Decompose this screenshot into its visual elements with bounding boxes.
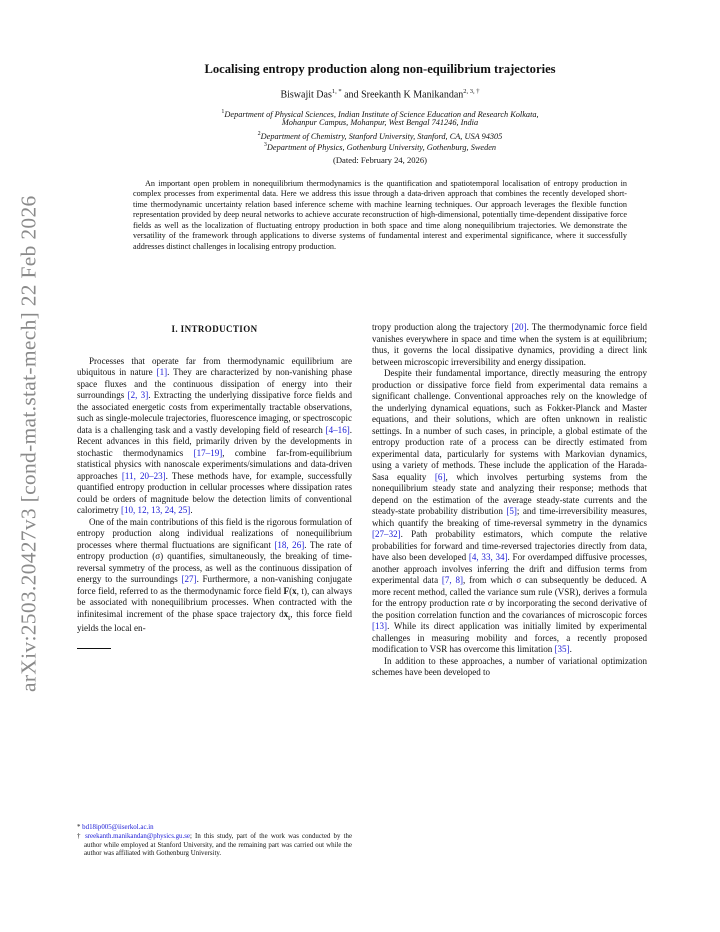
citation-link[interactable]: [27–32]	[372, 529, 401, 539]
arxiv-identifier: arXiv:2503.20427v3 [cond-mat.stat-mech] 22 Feb 2026	[16, 195, 41, 693]
math-symbol: x	[283, 608, 289, 619]
paper-title: Localising entropy production along non-equilibrium trajectories	[204, 62, 556, 76]
text-run: tropy production along the trajectory	[372, 322, 512, 332]
right-column	[372, 322, 647, 679]
citation-link[interactable]: [20]	[511, 322, 527, 332]
text-run: . The rate of entropy production (σ) quantifies, simultaneously, the breaking of time-reversal symmetry of the process, as well as the continuous dissipation of energy to the surroundings	[77, 539, 352, 584]
text-run: Processes that operate far from thermodynamic equilibrium are ubiquitous in nature	[77, 355, 352, 377]
paragraph	[372, 322, 647, 368]
footnotes	[77, 824, 352, 859]
text-run: , combine far-from-equilibrium statistical physics with nanoscale experiments/simulations and data-driven approaches	[77, 447, 352, 481]
footnote-rule	[77, 648, 111, 649]
author-superscript: 1, *	[331, 88, 342, 95]
text-run: . Extracting the underlying dissipative force fields and the associated energetic costs from experimentally tractable observations, such as single-molecule trajectories, fluorescence imaging, or spectroscopic data is a challenging task and a vastly developing field of research	[77, 390, 352, 435]
text-run: . While its direct application was initially limited by experimental challenges in measuring mobility and forces, a recently proposed modification to VSR has overcome this limitation	[372, 621, 647, 654]
text-run: . Path probability estimators, which compute the relative probabilities for forward and time-reversed trajectories directly from data, have also been developed	[372, 529, 647, 562]
paragraph	[372, 368, 647, 656]
text-run: . Recent advances in this field, primarily driven by the developments in stochastic thermodynamics	[77, 424, 352, 458]
date-line: (Dated: February 24, 2026)	[332, 155, 428, 165]
text-run: In addition to these approaches, a number of variational optimization schemes have been developed to	[372, 655, 647, 677]
citation-link[interactable]: [5]	[506, 506, 517, 516]
affiliation: $^3$Department of Physics, Gothenburg University, Gothenburg, Sweden	[263, 142, 497, 152]
citation-link[interactable]: [7, 8]	[441, 575, 464, 585]
text-run: Despite their fundamental importance, directly measuring the entropy production or dissipative force field from experimental data remains a significant challenge. Conventional approaches rely on the knowledge of the underlying dynamical equations, such as Fokker-Planck and Master equations, and their solutions, which are often unknown in realistic settings. In a number of such cases, in principle, a global estimate of the entropy production rate of a process can be directly estimated from experimental data, particularly for systems with Markovian dynamics, using a variety of methods. These include the application of the Harada-Sasa equality	[372, 368, 647, 482]
text-run: , from which σ can subsequently be deduced. A more recent method, called the variance sum rule (VSR), derives a formula for the entropy production rate σ by incorporating the second derivative of the position correlation function and the covariances of microscopic forces	[372, 575, 647, 620]
footnote: † sreekanth.manikandan@physics.gu.se; In this study, part of the work was conducted by the author while employed at Stanford University, and the remaining part was carried out while the author was affiliated with Gothenburg University.	[77, 832, 352, 858]
text-run: ; and time-irreversibility measures, which quantify the breaking of time-reversal symmetry in the dynamics	[372, 506, 647, 528]
text-run: . They are characterized by non-vanishing phase space fluxes and the continuous dissipation of energy into their surroundings	[77, 367, 352, 400]
text-run: . Furthermore, a non-vanishing conjugate force field, referred to as the thermodynamic force field	[77, 574, 352, 596]
author-line	[80, 88, 680, 100]
email-link[interactable]: sreekanth.manikandan@physics.gu.se	[85, 832, 190, 840]
text-run: . These methods have, for example, successfully quantified entropy production in cellular processes where dissipation rates could be orders of magnitude below the detection limits of conventional calorimetry	[77, 470, 352, 515]
citation-link[interactable]: [10, 12, 13, 24, 25]	[120, 505, 191, 515]
abstract: An important open problem in nonequilibrium thermodynamics is the quantification and spatiotemporal localisation of entropy production in complex processes from experimental data. Here we address this issue through a data-driven approach that combines the recently developed short-time thermodynamic uncertainty relation based inference scheme with machine learning techniques. Our approach leverages the flexible function representation provided by deep neural networks to achieve accurate reconstruction of high-dimensional, potentially time-dependent dissipative force fields as well as the localization of fluctuating entropy production in both space and time along nonequilibrium trajectories. We demonstrate the versatility of the framework through applications to diverse systems of fundamental interest and experimental significance, where it successfully addresses distinct challenges in localising entropy production.	[133, 179, 627, 251]
text-run: One of the main contributions of this field is the rigorous formulation of entropy production along individual realizations of nonequilibrium processes where thermal fluctuations are significant	[77, 516, 352, 550]
text-run: , t), can always be associated with nonequilibrium processes. When contracted with the infinitesimal increment of the phase space trajectory d	[77, 585, 352, 619]
paragraph	[372, 656, 647, 679]
author-name: Biswajit Das	[280, 89, 332, 101]
text-run: (	[289, 585, 293, 596]
affiliation: $^2$Department of Chemistry, Stanford University, Stanford, CA, USA 94305	[257, 131, 503, 141]
affiliation: $^1$Department of Physical Sciences, Indian Institute of Science Education and Research Kolkata,	[221, 109, 539, 119]
text-run: , which involves perturbing systems from the nonequilibrium steady state and analyzing their response; methods that depend on the estimation of the average steady-state currents and the steady-state probability distribution	[372, 471, 647, 516]
text-run: . The thermodynamic force field vanishes everywhere in space and time when the system is at equilibrium; thus, it governs the local dissipative dynamics, providing a direct link between microscopic irreversibility and energy dissipation.	[372, 322, 647, 367]
left-column	[77, 322, 352, 658]
citation-link[interactable]: [11, 20–23]	[121, 470, 166, 481]
author-superscript: 2, 3, †	[463, 88, 480, 95]
citation-link[interactable]: [6]	[434, 471, 446, 482]
author-name: Sreekanth K Manikandan	[361, 89, 464, 101]
citation-link[interactable]: [2, 3]	[127, 390, 149, 400]
paragraph	[77, 356, 352, 517]
math-symbol: x	[292, 585, 297, 596]
math-subscript: t	[288, 612, 291, 622]
affiliation: Mohanpur Campus, Mohanpur, West Bengal 741246, India	[281, 118, 479, 127]
text-run: .	[569, 644, 572, 654]
citation-link[interactable]: [35]	[554, 644, 570, 654]
citation-link[interactable]: [13]	[372, 621, 388, 631]
text-run: .	[190, 505, 193, 515]
text-run: . For overdamped diffusive processes, another approach involves inferring the drift and diffusion terms from experimental data	[372, 552, 647, 585]
citation-link[interactable]: [17–19]	[193, 447, 223, 458]
math-symbol: F	[283, 585, 290, 596]
citation-link[interactable]: [4, 33, 34]	[468, 552, 508, 562]
text-run: , this force field yields the local en-	[77, 608, 352, 633]
citation-link[interactable]: [18, 26]	[274, 539, 305, 550]
email-link[interactable]: bd18ip005@iiserkol.ac.in	[82, 824, 154, 831]
paragraph	[77, 517, 352, 635]
footnote: * bd18ip005@iiserkol.ac.in	[77, 824, 154, 831]
section-heading: I. INTRODUCTION	[171, 324, 258, 334]
citation-link[interactable]: [27]	[181, 574, 197, 584]
citation-link[interactable]: [4–16]	[325, 424, 350, 435]
author-separator: and	[341, 89, 362, 101]
citation-link[interactable]: [1]	[156, 367, 168, 377]
